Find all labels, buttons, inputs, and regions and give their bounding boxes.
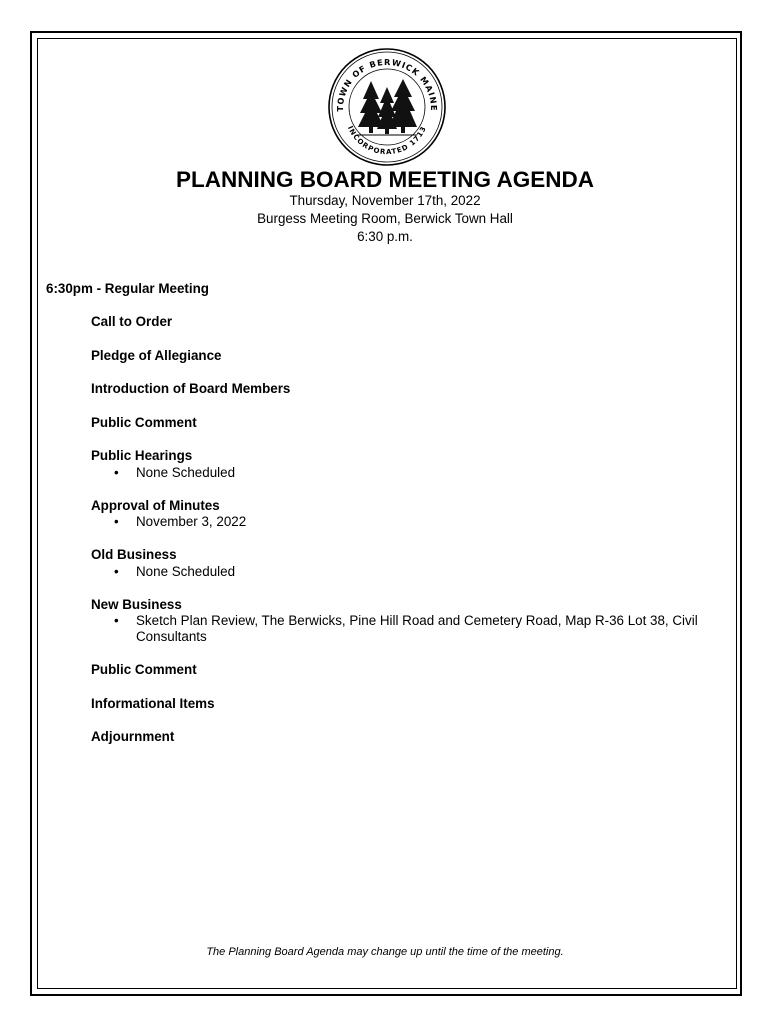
seal-bottom-text: INCORPORATED 1713	[345, 124, 429, 157]
footer-note: The Planning Board Agenda may change up until the time of the meeting.	[206, 946, 564, 958]
agenda-item-label: New Business	[91, 596, 182, 612]
agenda-sublist	[91, 514, 731, 530]
agenda-item-label: Public Comment	[91, 662, 197, 677]
bullet-icon: •	[114, 613, 119, 628]
agenda-item	[91, 498, 731, 531]
agenda-subitem	[91, 613, 731, 645]
bullet-icon: •	[114, 563, 119, 579]
agenda-item	[91, 348, 731, 365]
agenda-subitem-text: None Scheduled	[136, 464, 236, 480]
agenda-item	[91, 597, 731, 646]
agenda-item-label: Public Hearings	[91, 448, 193, 463]
agenda-subitem	[91, 564, 731, 580]
agenda-item-label: Public Comment	[91, 414, 197, 430]
agenda-item-label: Pledge of Allegiance	[91, 347, 222, 363]
page-title: PLANNING BOARD MEETING AGENDA	[176, 167, 594, 192]
meeting-date: Thursday, November 17th, 2022	[289, 193, 481, 208]
agenda-item	[91, 696, 731, 713]
agenda-sublist	[91, 564, 731, 580]
meeting-location: Burgess Meeting Room, Berwick Town Hall	[257, 211, 513, 226]
agenda-item	[91, 381, 731, 398]
agenda-sublist	[91, 613, 731, 645]
agenda-subitem	[91, 465, 731, 481]
seal-top-text: TOWN OF BERWICK MAINE	[334, 56, 440, 112]
agenda-item	[91, 314, 731, 331]
agenda-sublist	[91, 465, 731, 481]
agenda-list	[91, 314, 731, 763]
agenda-item	[91, 448, 731, 481]
agenda-item	[91, 662, 731, 679]
bullet-icon: •	[114, 464, 119, 480]
agenda-item-label: Adjournment	[91, 729, 175, 744]
agenda-item	[91, 729, 731, 746]
agenda-item	[91, 415, 731, 432]
agenda-item	[91, 547, 731, 580]
bullet-icon: •	[114, 514, 119, 529]
agenda-item-label: Call to Order	[91, 314, 173, 329]
agenda-item-label: Old Business	[91, 547, 177, 562]
agenda-subitem-text: November 3, 2022	[136, 514, 247, 529]
agenda-subitem-text: Sketch Plan Review, The Berwicks, Pine Hill Road and Cemetery Road, Map R-36 Lot 38, Civil Consultants	[136, 613, 698, 644]
agenda-subitem-text: None Scheduled	[136, 563, 236, 579]
agenda-item-label: Informational Items	[91, 695, 215, 711]
agenda-subitem	[91, 514, 731, 530]
agenda-item-label: Introduction of Board Members	[91, 381, 291, 396]
agenda-item-label: Approval of Minutes	[91, 497, 220, 513]
section-heading: 6:30pm - Regular Meeting	[46, 281, 209, 296]
town-seal-logo	[327, 47, 447, 167]
meeting-time: 6:30 p.m.	[357, 229, 413, 244]
